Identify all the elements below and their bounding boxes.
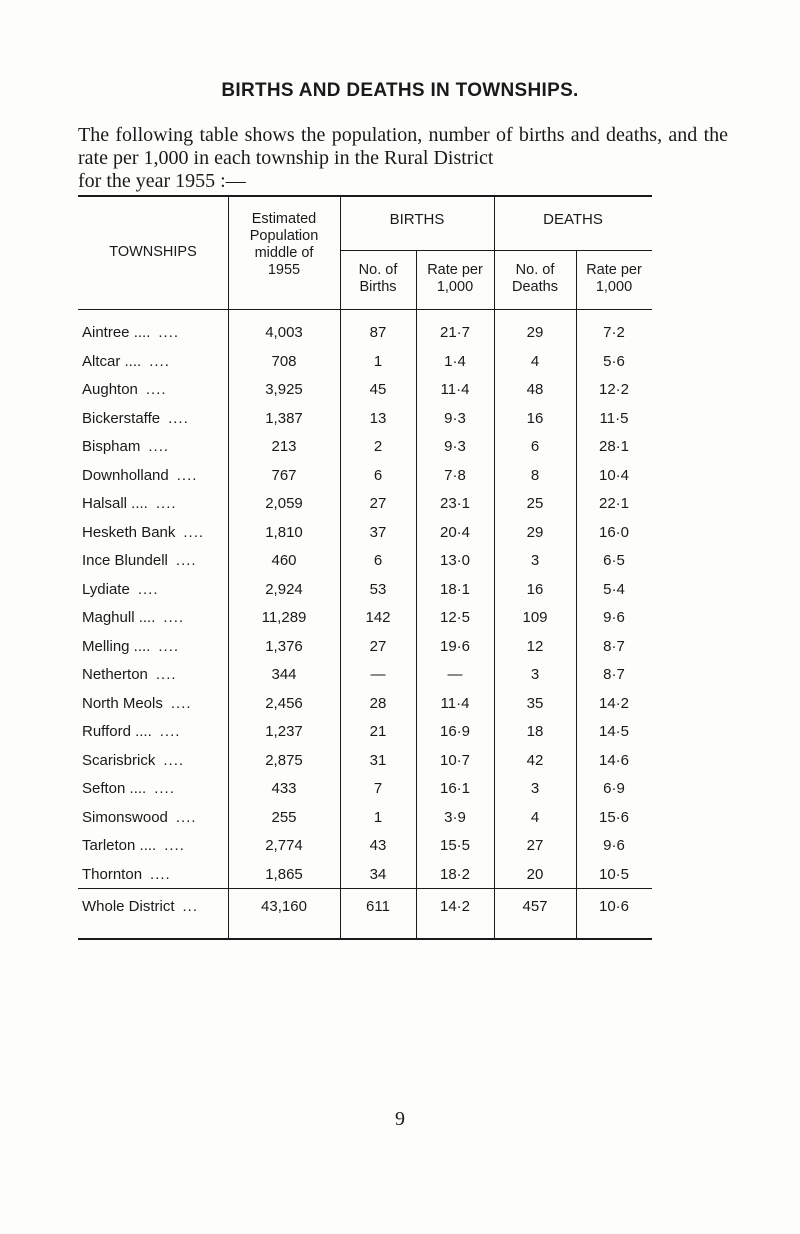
table-row-township [82,494,232,514]
table-cell-births: 28 [369,695,387,712]
table-cell-population: 1,237 [265,723,303,740]
leader-dots: .... [175,552,197,569]
leader-dots: .... [170,695,192,712]
table-cell-population: 11,289 [261,609,307,626]
leader-dots: .... [175,809,197,826]
table-cell-birth-rate: 11·4 [440,695,470,712]
table-cell-births: 43 [369,837,387,854]
total-deaths: 457 [522,898,548,915]
table-cell-population: 767 [271,467,297,484]
table-cell-death-rate: 10·5 [598,866,630,883]
table-cell-deaths: 16 [526,581,544,598]
table-cell-population: 1,376 [265,638,303,655]
leader-dots: .... [158,324,180,341]
population-header-line-2: Population [249,228,319,244]
township-name: Melling .... [82,638,151,655]
table-cell-deaths: 3 [530,666,540,683]
death-rate-line-2: 1,000 [595,279,633,295]
table-cell-death-rate: 22·1 [598,495,630,512]
township-name: North Meols [82,695,163,712]
leader-dots: .... [176,467,198,484]
table-cell-deaths: 3 [530,552,540,569]
table-cell-death-rate: 7·2 [603,324,625,341]
township-name: Maghull .... [82,609,156,626]
table-row-township [82,722,232,742]
township-name: Downholland [82,467,169,484]
table-cell-birth-rate: 1·4 [444,353,466,370]
table-cell-death-rate: 10·4 [598,467,630,484]
table-row-township [82,466,232,486]
table-row-township [82,523,232,543]
leader-dots: .... [155,495,177,512]
leader-dots: .... [154,780,175,797]
table-row-township [82,580,232,600]
table-cell-deaths: 6 [530,438,540,455]
table-cell-population: 1,387 [265,410,303,427]
table-cell-death-rate: 28·1 [598,438,630,455]
leader-dots: .... [183,524,205,541]
table-cell-death-rate: 9·6 [603,837,625,854]
table-cell-deaths: 12 [526,638,544,655]
table-cell-population: 344 [271,666,297,683]
header-bottom-rule [78,309,652,310]
table-cell-birth-rate: 23·1 [439,495,471,512]
table-cell-deaths: 4 [530,809,540,826]
table-cell-deaths: 35 [526,695,544,712]
table-cell-birth-rate: 20·4 [439,524,471,541]
table-bottom-rule [78,938,652,940]
table-cell-death-rate: 5·4 [603,581,625,598]
intro-line-2: deaths, and the rate per 1,000 in each township in the Rural District [78,124,729,169]
table-top-rule [78,195,652,197]
intro-paragraph [78,124,728,193]
table-cell-deaths: 29 [526,324,544,341]
leader-dots: .... [158,638,180,655]
table-cell-birth-rate: 7·8 [444,467,466,484]
table-cell-death-rate: 6·9 [603,780,625,797]
table-cell-death-rate: 11·5 [599,410,629,427]
total-death-rate: 10·6 [598,898,630,915]
table-cell-deaths: 42 [526,752,544,769]
township-name: Bispham [82,438,141,455]
table-cell-births: 1 [373,353,383,370]
table-cell-population: 213 [271,438,297,455]
table-cell-population: 1,810 [265,524,303,541]
no-of-births-header [340,262,416,296]
table-cell-birth-rate: 16·1 [439,780,471,797]
table-row-township [82,694,232,714]
table-cell-population: 2,774 [265,837,303,854]
table-cell-deaths: 8 [530,467,540,484]
table-row-township [82,409,232,429]
leader-dots: .... [150,866,171,883]
total-row-label [82,897,232,917]
table-cell-deaths: 27 [526,837,544,854]
table-row-township [82,865,232,885]
table-cell-birth-rate: 10·7 [439,752,471,769]
table-cell-deaths: 25 [526,495,544,512]
table-cell-deaths: 109 [522,609,548,626]
births-header: BIRTHS [389,211,445,228]
table-cell-birth-rate: 15·5 [439,837,471,854]
leader-dots: .... [145,381,167,398]
table-cell-birth-rate: 12·5 [439,609,471,626]
leader-dots: .... [155,666,177,683]
township-name: Tarleton .... [82,837,157,854]
table-cell-birth-rate: — [447,666,463,683]
leader-dots: .... [164,837,185,854]
table-row-township [82,836,232,856]
table-cell-death-rate: 15·6 [598,809,630,826]
table-cell-birth-rate: 16·9 [439,723,471,740]
table-cell-death-rate: 16·0 [598,524,630,541]
no-of-deaths-line-2: Deaths [512,279,558,295]
table-cell-births: 45 [369,381,387,398]
table-cell-birth-rate: 3·9 [444,809,466,826]
no-of-deaths-line-1: No. of [515,262,555,278]
table-cell-births: 2 [373,438,383,455]
table-cell-population: 2,059 [265,495,303,512]
table-cell-birth-rate: 21·7 [439,324,471,341]
table-cell-population: 2,456 [265,695,303,712]
table-cell-birth-rate: 19·6 [439,638,471,655]
table-cell-death-rate: 6·5 [603,552,625,569]
townships-table [78,195,652,1198]
table-cell-population: 3,925 [265,381,303,398]
table-row-township [82,779,232,799]
township-name: Thornton [82,866,143,883]
table-row-township [82,380,232,400]
leader-dots: .... [148,438,170,455]
table-cell-births: 37 [369,524,387,541]
intro-line-3: for the year 1955 :— [78,170,246,192]
table-cell-death-rate: 12·2 [598,381,630,398]
table-cell-births: 27 [369,638,387,655]
leader-dots: .... [159,723,181,740]
table-cell-death-rate: 8·7 [603,666,625,683]
table-cell-deaths: 3 [530,780,540,797]
population-header-line-1: Estimated [251,211,317,227]
no-of-deaths-header [494,262,576,296]
township-name: Aughton [82,381,138,398]
table-cell-birth-rate: 9·3 [444,438,466,455]
birth-rate-header [416,262,494,296]
township-name: Aintree .... [82,324,151,341]
table-row-township [82,751,232,771]
township-name: Netherton [82,666,148,683]
total-name: Whole District [82,898,175,915]
township-name: Rufford .... [82,723,152,740]
table-cell-births: 7 [373,780,383,797]
total-birth-rate: 14·2 [439,898,471,915]
table-cell-births: 34 [369,866,387,883]
table-cell-births: 1 [373,809,383,826]
table-cell-population: 2,924 [265,581,303,598]
table-cell-death-rate: 14·6 [598,752,630,769]
table-cell-population: 708 [271,353,297,370]
death-rate-line-1: Rate per [586,262,642,278]
total-population: 43,160 [261,898,307,915]
leader-dots: .... [168,410,189,427]
total-leader-dots: ... [182,898,199,915]
township-name: Lydiate [82,581,130,598]
township-name: Hesketh Bank [82,524,176,541]
table-cell-birth-rate: 18·2 [439,866,471,883]
table-cell-deaths: 4 [530,353,540,370]
table-cell-death-rate: 14·2 [598,695,630,712]
intro-line-1: The following table shows the population, number of births and [78,124,600,146]
table-cell-death-rate: 5·6 [603,353,625,370]
table-cell-population: 2,875 [265,752,303,769]
table-cell-population: 433 [271,780,297,797]
table-cell-death-rate: 9·6 [603,609,625,626]
township-name: Bickerstaffe [82,410,161,427]
township-name: Sefton .... [82,780,147,797]
leader-dots: .... [163,609,185,626]
no-of-births-line-1: No. of [358,262,398,278]
population-header-line-3: middle of [254,245,314,261]
table-row-township [82,352,232,372]
table-cell-deaths: 16 [526,410,544,427]
township-name: Simonswood [82,809,168,826]
table-cell-death-rate: 8·7 [603,638,625,655]
table-cell-population: 4,003 [265,324,303,341]
table-cell-birth-rate: 9·3 [444,410,466,427]
township-name: Ince Blundell [82,552,168,569]
table-cell-death-rate: 14·5 [598,723,630,740]
total-top-rule [78,888,652,889]
table-cell-births: 53 [369,581,387,598]
table-row-township [82,808,232,828]
birth-rate-line-1: Rate per [427,262,483,278]
leader-dots: .... [163,752,185,769]
table-cell-births: 87 [369,324,387,341]
table-cell-birth-rate: 11·4 [440,381,470,398]
population-header-line-4: 1955 [267,262,301,278]
page-title: BIRTHS AND DEATHS IN TOWNSHIPS. [221,80,579,101]
table-cell-population: 1,865 [265,866,303,883]
township-name: Altcar .... [82,353,142,370]
table-cell-birth-rate: 18·1 [439,581,471,598]
township-name: Scarisbrick [82,752,156,769]
table-cell-population: 460 [271,552,297,569]
townships-header: TOWNSHIPS [109,244,197,260]
births-subheader-rule [340,250,494,251]
table-cell-births: 21 [369,723,387,740]
deaths-subheader-rule [494,250,652,251]
table-cell-births: 142 [365,609,391,626]
table-cell-deaths: 18 [526,723,544,740]
table-row-township [82,437,232,457]
table-cell-births: 6 [373,467,383,484]
population-header [228,211,340,279]
table-row-township [82,608,232,628]
table-cell-births: 31 [369,752,387,769]
table-row-township [82,551,232,571]
table-cell-deaths: 29 [526,524,544,541]
table-cell-birth-rate: 13·0 [439,552,471,569]
table-cell-births: 13 [369,410,387,427]
table-row-township [82,323,232,343]
death-rate-header [576,262,652,296]
leader-dots: .... [137,581,159,598]
table-cell-births: 6 [373,552,383,569]
table-cell-births: — [370,666,386,683]
table-row-township [82,637,232,657]
table-row-township [82,665,232,685]
deaths-header: DEATHS [543,211,603,228]
table-cell-deaths: 20 [526,866,544,883]
page-number: 9 [395,1108,405,1130]
table-cell-population: 255 [271,809,297,826]
no-of-births-line-2: Births [359,279,397,295]
leader-dots: .... [149,353,170,370]
birth-rate-line-2: 1,000 [436,279,474,295]
table-cell-births: 27 [369,495,387,512]
township-name: Halsall .... [82,495,148,512]
total-births: 611 [366,898,390,915]
table-cell-deaths: 48 [526,381,544,398]
